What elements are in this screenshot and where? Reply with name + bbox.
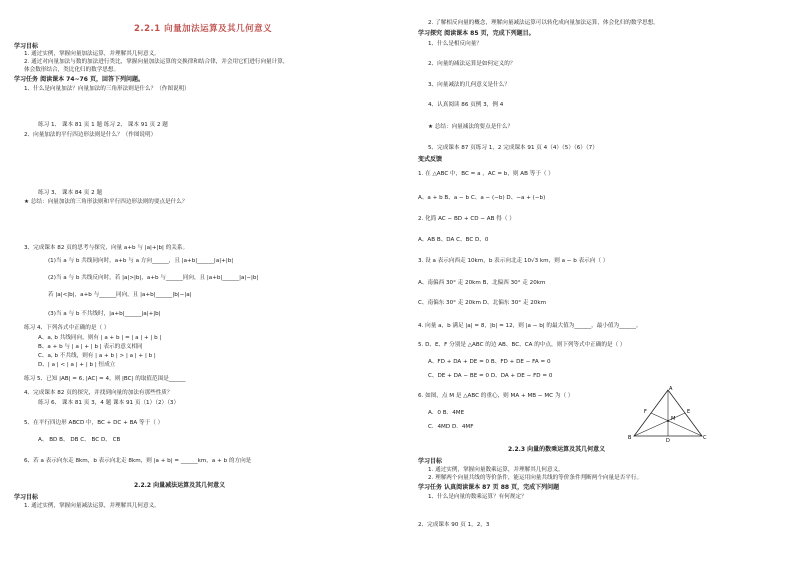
left-text-line: 练习 4、下列各式中正确的是（ ）	[24, 325, 110, 331]
left-text-line: 2、向量加法的平行四边形法则是什么？（作图说明）	[24, 132, 157, 138]
right-text-line: A、AB B、DA C、BC D、0	[418, 237, 489, 243]
right-text-line: A、南偏西 30° 走 20km B、北偏西 30° 走 20km	[418, 280, 546, 286]
section-title-2-2-1: 2.2.1 向量加法运算及其几何意义	[134, 24, 273, 34]
right-text-line: 2. 化简 AC − BD + CD − AB 得（ ）	[418, 216, 515, 222]
triangle-centroid-figure	[628, 386, 708, 442]
right-text-line: 学习任务 认真阅读课本 87 页 88 页，完成下列问题	[418, 484, 560, 491]
left-text-line: 若 |a|<|b|，a+b 与______同向，且 |a+b|______|b|−|a|	[48, 292, 192, 298]
left-text-line: 练习 1、 课本 81 页 1 题 练习 2、 课本 91 页 2 题	[38, 122, 168, 128]
figure-label-f: F	[644, 409, 647, 415]
figure-label-d: D	[666, 438, 670, 442]
right-text-line: 1. 通过实例，掌握向量数乘运算，并理解其几何意义。	[428, 467, 564, 473]
left-column	[14, 0, 394, 562]
right-text-line: 1、什么是向量的数乘运算？有何规定？	[428, 494, 527, 500]
left-text-line: A、a, b 共线同向，则有 | a + b | = | a | + | b |	[38, 335, 162, 341]
right-text-line: ★ 总结：向量减法的要点是什么？	[428, 124, 514, 130]
right-text-line: 3. 设 a 表示向西走 10km，b 表示向北走 10√3 km，则 a − b 表示向（ ）	[418, 258, 609, 264]
right-column	[418, 0, 794, 562]
right-text-line: 1、什么是相反向量？	[428, 41, 482, 47]
left-text-line: (3)当 a 与 b 不共线时，|a+b|______|a|+|b|	[48, 311, 161, 317]
left-text-line: 1. 通过实例，掌握向量减法运算，并理解其几何意义。	[24, 503, 160, 509]
figure-label-e: E	[687, 409, 691, 415]
figure-label-c: C	[703, 435, 707, 441]
right-text-line: 2. 理解两个向量共线的等价条件，能运用向量共线的等价条件判断两个向量是否平行。	[428, 475, 643, 481]
left-text-line: 3、完成课本 82 页的思考与探究，向量 a+b 与 |a|+|b| 的关系。	[24, 245, 189, 251]
right-text-line: 4. 向量 a，b 满足 |a| = 8，|b| = 12，则 |a − b| 的最大值为______，最小值为______。	[418, 323, 642, 329]
left-text-line: A、 BD B、 DB C、 BC D、 CB	[38, 437, 121, 443]
right-text-line: 学习探究 阅读课本 85 页，完成下列题目。	[418, 30, 535, 37]
right-text-line: 变式反馈	[418, 156, 443, 163]
figure-label-b: B	[628, 435, 632, 441]
left-text-line: 学习目标	[14, 43, 39, 50]
right-text-line: 学习目标	[418, 458, 443, 465]
right-text-line: 2、向量的减法运算是如何定义的？	[428, 61, 516, 67]
left-text-line: 练习 5、已知 |AB| = 6, |AC| = 4，则 |BC| 的取值范围是______	[24, 376, 186, 382]
right-text-line: C、DE + DA − BE = 0 D、DA + DE − FD = 0	[428, 373, 553, 379]
right-text-line: 5. D、E、F 分别是 △ABC 的边 AB、BC、CA 的中点，则下列等式中正确的是（ ）	[418, 342, 626, 348]
left-text-line: 练习 6、 课本 81 页 3，4 题 课本 91 页（1）（2）（3）	[38, 400, 180, 406]
right-text-line: 1. 在 △ABC 中，BC = a ，AC = b，则 AB 等于（ ）	[418, 171, 554, 177]
right-text-line: 2. 了解相反向量的概念，理解向量减法运算可以转化成向量加法运算，体会化归的数学思想。	[428, 20, 659, 26]
left-text-line: 2. 通过对向量加法与数的加法进行类比，掌握向量加法运算的交换律和结合律，并会用它们进行向量计算，	[24, 59, 289, 65]
right-text-line: A、a + b B、a − b C、a − (−b) D、−a + (−b)	[418, 195, 546, 201]
left-text-line: ★ 总结：向量加法的三角形法则和平行四边形法则的要点是什么？	[24, 199, 188, 205]
right-text-line: 4、认真阅读 86 页例 3，例 4	[428, 102, 504, 108]
right-text-line: 6. 如图，点 M 是 △ABC 的重心，则 MA + MB − MC 为（ ）	[418, 393, 574, 399]
left-text-line: 1. 通过实例，掌握向量加法运算，并理解其几何意义。	[24, 51, 160, 57]
left-text-line: 2.2.2 向量减法运算及其几何意义	[134, 482, 226, 489]
right-text-line: 3、向量减法的几何意义是什么？	[428, 82, 510, 88]
left-text-line: 5、在平行四边形 ABCD 中，BC + DC + BA 等于（ ）	[24, 420, 164, 426]
left-text-line: 学习目标	[14, 494, 39, 501]
right-text-line: 2.2.3 向量的数乘运算及其几何意义	[508, 446, 606, 453]
right-text-line: A、FD + DA + DE = 0 B、FD + DE − FA = 0	[428, 359, 551, 365]
left-text-line: (2)当 a 与 b 共线反向时，若 |a|>|b|，a+b 与______同向，且 |a+b|______|a|−|b|	[48, 275, 259, 281]
right-text-line: C、南偏东 30° 走 20km D、北偏东 30° 走 20km	[418, 300, 547, 306]
right-text-line: A．0 B．4ME	[428, 410, 465, 416]
left-text-line: C、a, b 不共线，则有 | a + b | > | a | + | b |	[38, 353, 156, 359]
left-text-line: 学习任务 阅读课本 74~76 页，回答下列问题。	[14, 76, 144, 83]
left-text-line: 6、若 a 表示向东走 8km，b 表示向北走 8km，则 |a + b| = ______km，a + b 的方向是	[24, 458, 252, 464]
right-text-line: 5、完成课本 87 页练习 1，2 完成课本 91 页 4（4）（5）（6）（7）	[428, 145, 598, 151]
left-text-line: 练习 3、 课本 84 页 2 题	[38, 190, 103, 196]
figure-label-a: A	[669, 386, 673, 392]
right-text-line: C．4MD D．4MF	[428, 424, 474, 430]
figure-label-m: M	[671, 416, 676, 422]
left-text-line: D、| a | < | a | + | b | 恒成立	[38, 362, 116, 368]
right-text-line: 2、完成课本 90 页 1，2，3	[418, 522, 490, 528]
left-text-line: 4、完成课本 82 页的探究，并找到向量的加法有那些性质？	[24, 390, 173, 396]
left-text-line: 1、什么是向量加法？向量加法的三角形法则是什么？（作图说明）	[24, 86, 190, 92]
left-text-line: B、a + b 与 | a | + | b | 表示的意义相同	[38, 344, 143, 350]
left-text-line: 体会数形结合，类比化归的数学思想。	[24, 67, 120, 73]
left-text-line: (1)当 a 与 b 共线同向时，a+b 与 a 方向______，且 |a+b|______|a|+|b|	[48, 258, 234, 264]
